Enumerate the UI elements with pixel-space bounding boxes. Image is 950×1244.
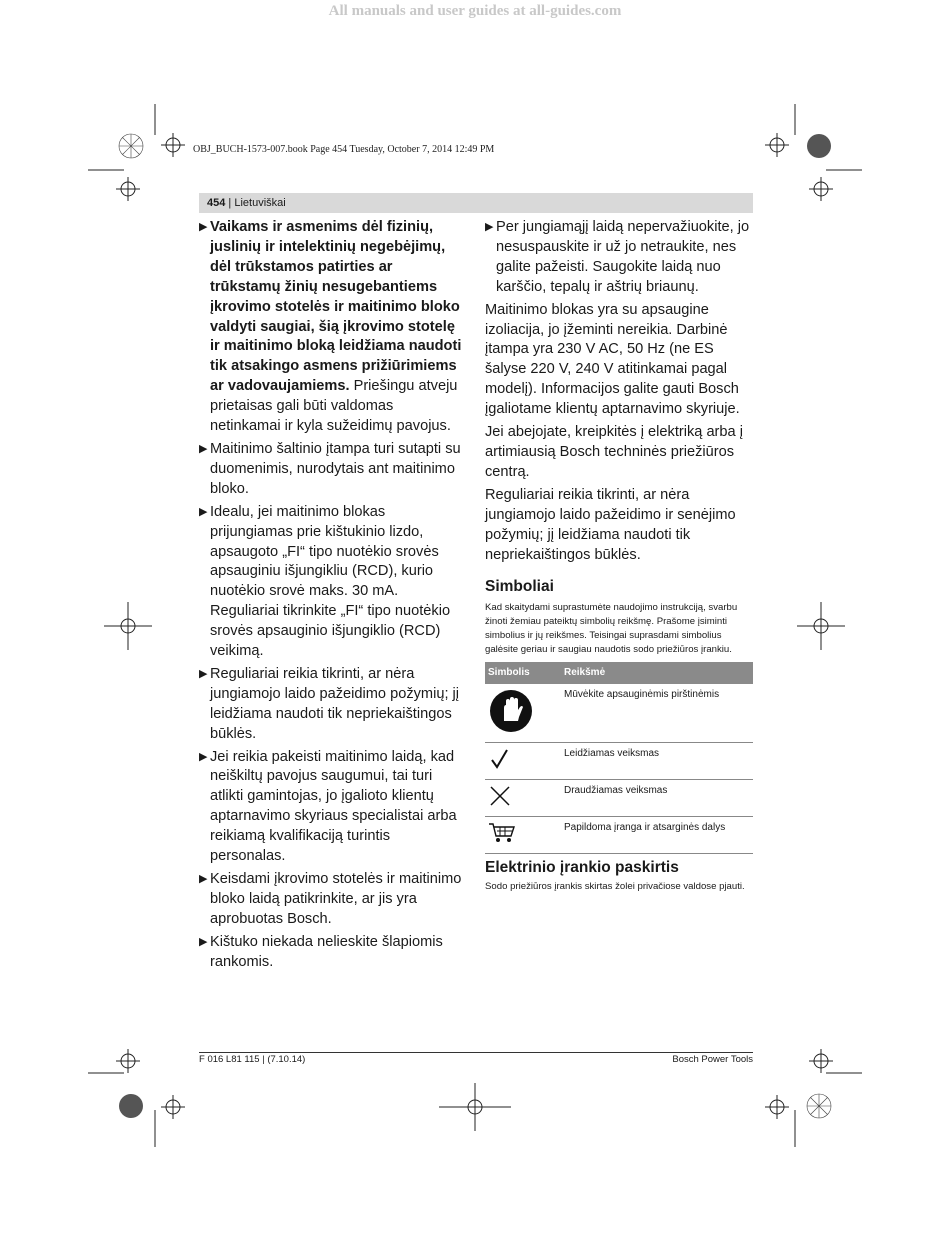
paragraph: Jei abejojate, kreipkitės į elektriką arba į artimiausią Bosch techninės priežiūros centrą. xyxy=(485,424,743,480)
table-row xyxy=(485,817,753,854)
symbols-heading: Simboliai xyxy=(485,578,554,596)
bullet-arrow-icon: ▶ xyxy=(199,667,208,680)
bullet-arrow-icon: ▶ xyxy=(199,750,208,763)
registration-mark xyxy=(765,1095,789,1119)
bullet-arrow-icon: ▶ xyxy=(199,442,208,455)
footer-code: F 016 L81 115 | (7.10.14) xyxy=(199,1054,306,1065)
right-column xyxy=(485,218,753,894)
symbol-meaning: Mūvėkite apsauginėmis pirštinėmis xyxy=(561,684,753,743)
solid-circle-mark xyxy=(807,134,831,158)
registration-mark xyxy=(161,1095,185,1119)
cross-icon xyxy=(488,784,512,808)
registration-mark xyxy=(439,1083,511,1131)
registration-mark xyxy=(809,1049,833,1073)
symbol-meaning: Papildoma įranga ir atsarginės dalys xyxy=(561,817,753,854)
safety-bullet xyxy=(199,503,467,662)
bullet-text: Reguliariai reikia tikrinti, ar nėra jungiamojo laido pažeidimo požymių; jį leidžiama naudoti tik nepriekaištingos būklės. xyxy=(210,665,460,742)
bullet-text: Kištuko niekada nelieskite šlapiomis rankomis. xyxy=(210,933,443,970)
table-row xyxy=(485,684,753,743)
checkmark-icon xyxy=(488,747,512,771)
registration-mark xyxy=(809,177,833,201)
bullet-arrow-icon: ▶ xyxy=(199,935,208,948)
bullet-text: Maitinimo šaltinio įtampa turi sutapti su duomenimis, nurodytais ant maitinimo bloko. xyxy=(210,440,461,497)
registration-mark xyxy=(116,177,140,201)
header-separator: | xyxy=(225,197,235,209)
table-header-symbol: Simbolis xyxy=(485,662,561,684)
page-number: 454 xyxy=(207,197,226,209)
symbols-table xyxy=(485,662,753,854)
table-header-meaning: Reikšmė xyxy=(561,662,753,684)
registration-mark xyxy=(116,1049,140,1073)
left-column xyxy=(199,218,467,976)
solid-circle-mark xyxy=(119,1094,143,1118)
gloves-icon xyxy=(488,688,534,734)
bullet-arrow-icon: ▶ xyxy=(199,873,208,885)
cart-icon xyxy=(488,821,516,845)
bullet-text: Priešingu atveju prietaisas gali būti valdomas netinkamai ir kyla sužeidimų pavojus. xyxy=(210,378,458,435)
page-header xyxy=(199,193,753,213)
safety-bullet xyxy=(199,665,467,745)
safety-bullet xyxy=(199,218,467,437)
book-info-line: OBJ_BUCH-1573-007.book Page 454 Tuesday, October 7, 2014 12:49 PM xyxy=(193,144,495,155)
header-language: Lietuviškai xyxy=(234,197,286,209)
bullet-text: Per jungiamąjį laidą nepervažiuokite, jo nesuspauskite ir už jo netraukite, nes galite pažeisti. Saugokite laidą nuo karščio, tepalų ir aštrių briaunų. xyxy=(496,219,750,295)
watermark: All manuals and user guides at all-guides.com xyxy=(328,3,622,19)
bullet-arrow-icon: ▶ xyxy=(199,505,208,518)
safety-bullet xyxy=(199,748,467,867)
safety-bullet xyxy=(199,440,467,500)
paragraph: Reguliariai reikia tikrinti, ar nėra jungiamojo laido pažeidimo ir senėjimo požymių; jį leidžiama naudoti tik nepriekaištingos būklės. xyxy=(485,486,736,563)
purpose-heading: Elektrinio įrankio paskirtis xyxy=(485,859,679,877)
table-row xyxy=(485,743,753,780)
table-row xyxy=(485,780,753,817)
registration-mark xyxy=(797,602,845,650)
bullet-bold-text: Vaikams ir asmenims dėl fizinių, juslinių ir intelektinių negebėjimų, dėl trūkstamos patirties ar trūkstamų žinių nesugebantiems įkrovimo stotelės ir maitinimo bloko valdyti saugiai, šią įkrovimo stotelę ir maitinimo bloką leidžiama naudoti tik atsakingo asmens prižiūrimiems ar vadovaujamiems. xyxy=(210,219,462,395)
safety-bullet xyxy=(485,218,753,298)
registration-mark xyxy=(104,602,152,650)
safety-bullet xyxy=(199,933,467,973)
safety-bullet xyxy=(199,870,467,930)
paragraph: Maitinimo blokas yra su apsaugine izoliacija, jo įžeminti nereikia. Darbinė įtampa yra 230 V AC, 50 Hz (ne ES šalyse 220 V, 240 V atitinkamai pagal modelį). Informacijos galite gauti Bosch įgaliotame klientų aptarnavimo skyriuje. xyxy=(485,301,740,418)
registration-mark xyxy=(161,133,185,157)
symbol-meaning: Draudžiamas veiksmas xyxy=(561,780,753,817)
bullet-text: Keisdami įkrovimo stotelės ir maitinimo bloko laidą patikrinkite, ar jis yra aprobuotas Bosch. xyxy=(210,871,462,927)
bullet-text: Idealu, jei maitinimo blokas prijungiamas prie kištukinio lizdo, apsaugoto „FI“ tipo nuotėkio srovės apsauginiu išjungikliu (RCD), kurio nuotėkio srovė maks. 30 mA. Reguliariai tikrinkite „FI“ tipo nuotėkio srovės apsauginio išjungiklio (RCD) veikimą. xyxy=(210,503,451,660)
bullet-text: Jei reikia pakeisti maitinimo laidą, kad neiškiltų pavojus saugumui, tai turi atlikti gamintojas, jo įgalioto klientų aptarnavimo skyriaus specialistai arba reikiamą kvalifikaciją turintis personalas. xyxy=(210,748,457,865)
bullet-arrow-icon: ▶ xyxy=(485,221,494,233)
bullet-arrow-icon: ▶ xyxy=(199,221,208,233)
registration-mark xyxy=(765,133,789,157)
footer-rule xyxy=(199,1052,753,1053)
footer-brand: Bosch Power Tools xyxy=(672,1054,753,1065)
purpose-text: Sodo priežiūros įrankis skirtas žolei privačiose valdose pjauti. xyxy=(485,881,745,893)
symbols-intro: Kad skaitydami suprastumėte naudojimo instrukciją, svarbu žinoti žemiau pateiktų simbolių reikšmę. Prašome įsiminti simbolius ir jų reikšmes. Teisingai suprasdami simbolius galėsite geriau ir saugiau naudotis sodo priežiūros įrankiu. xyxy=(485,602,738,656)
symbol-meaning: Leidžiamas veiksmas xyxy=(561,743,753,780)
